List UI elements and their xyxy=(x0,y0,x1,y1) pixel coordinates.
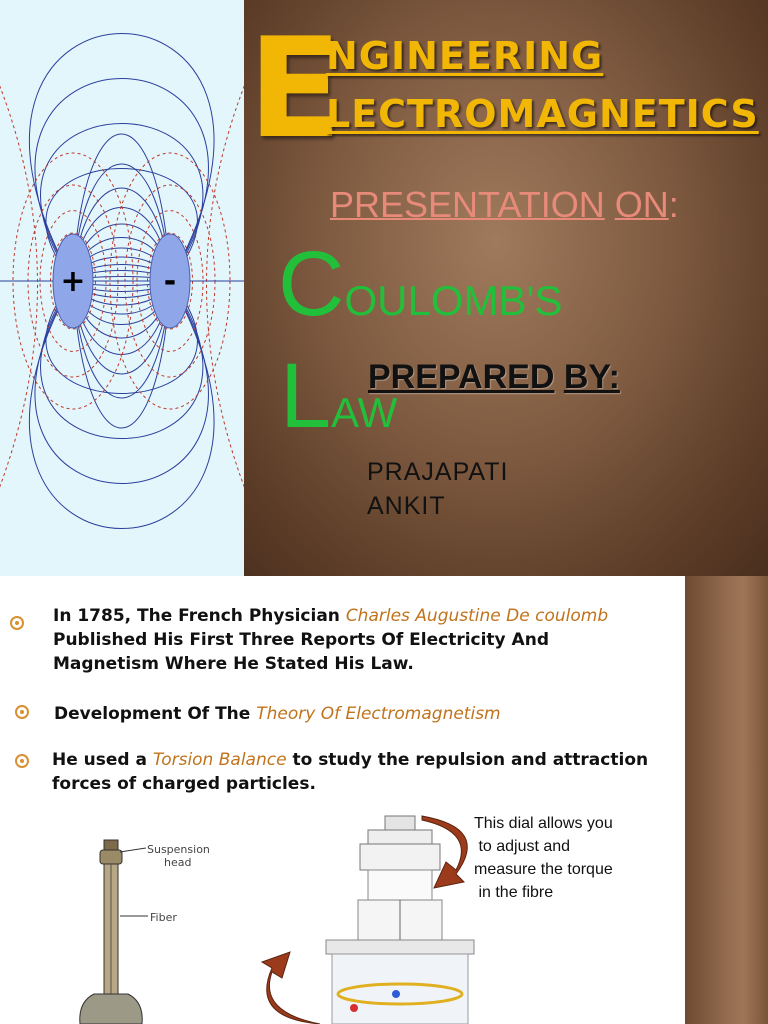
dipole-field-panel xyxy=(0,0,244,576)
bullet-1-post: Published His First Three Reports Of Electricity And Magnetism Where He Stated His Law. xyxy=(53,630,549,674)
bullet-2-emphasis: Theory Of Electromagnetism xyxy=(256,704,501,724)
decorative-side-strip xyxy=(685,576,768,1024)
head-label: head xyxy=(164,856,192,869)
bullet-icon xyxy=(10,616,24,630)
suspension-label: Suspension xyxy=(147,843,210,856)
prepared-by-heading xyxy=(368,358,620,397)
presentation-colon: : xyxy=(668,184,679,225)
author-first-name: PRAJAPATI xyxy=(367,458,509,486)
bullet-3-emphasis: Torsion Balance xyxy=(152,750,287,770)
bullet-text-theory xyxy=(54,702,654,726)
content-slide xyxy=(0,576,768,1024)
bullet-text-history xyxy=(53,604,653,676)
bullet-3-pre: He used a xyxy=(52,750,153,770)
title-line-1: NGINEERING xyxy=(326,34,604,78)
presentation-word: PRESENTATION xyxy=(330,184,605,225)
bullet-text-torsion xyxy=(52,748,652,796)
topic-coulombs xyxy=(278,233,563,335)
by-word: BY: xyxy=(563,358,620,396)
equipotential-line xyxy=(207,20,245,556)
equipotential-lines xyxy=(0,20,244,556)
bullet-icon xyxy=(15,705,29,719)
torsion-balance-diagram xyxy=(60,834,220,1024)
author-last-name: ANKIT xyxy=(367,492,446,520)
bullet-icon xyxy=(15,754,29,768)
law-rest: AW xyxy=(331,389,398,436)
dipole-field-illustration xyxy=(0,0,244,576)
bullet-1-pre: In 1785, The French Physician xyxy=(53,606,346,626)
on-word: ON xyxy=(614,184,669,225)
dial-explanation-text: This dial allows you to adjust and measure the torque in the fibre xyxy=(474,815,613,901)
positive-sign: + xyxy=(60,264,86,299)
coulomb-rest: OULOMB'S xyxy=(344,277,563,324)
bullet-1-emphasis: Charles Augustine De coulomb xyxy=(345,606,609,626)
bullet-3-post: to study the repulsion and attraction forces of charged particles. xyxy=(52,750,649,794)
presentation-on-heading xyxy=(330,184,679,226)
negative-sign: - xyxy=(163,264,177,299)
equipotential-line xyxy=(0,20,38,556)
fiber-label: Fiber xyxy=(150,911,177,924)
law-initial: L xyxy=(280,345,332,447)
title-line-2: LECTROMAGNETICS xyxy=(326,92,759,136)
coulomb-initial: C xyxy=(278,233,345,335)
title-initial: E xyxy=(248,8,343,169)
prepared-word: PREPARED xyxy=(368,358,555,396)
bullet-2-pre: Development Of The xyxy=(54,704,257,724)
torsion-apparatus-diagram xyxy=(250,812,480,1024)
